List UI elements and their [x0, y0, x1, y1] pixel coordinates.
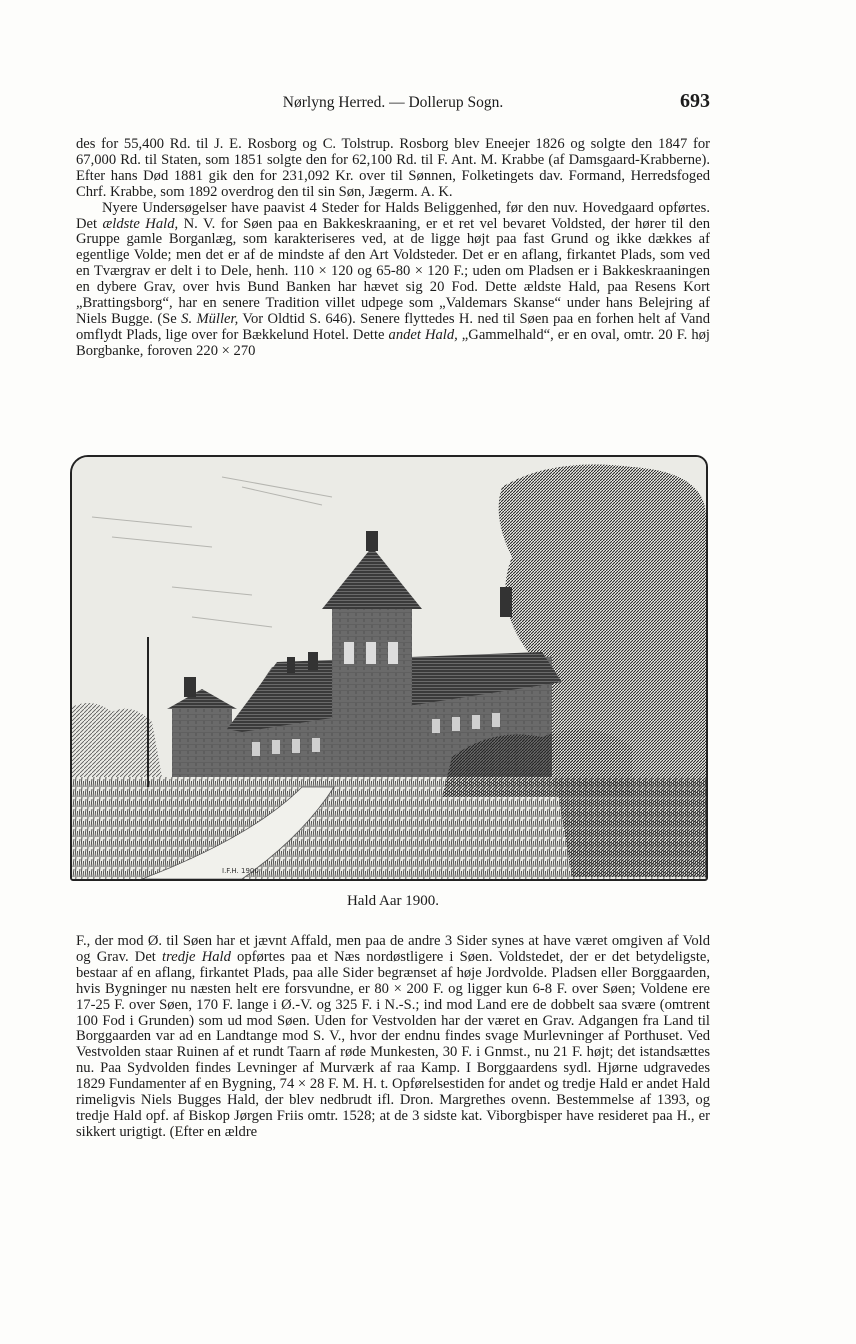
engraving-illustration: [72, 457, 706, 879]
engraving-hald-manor: [70, 455, 708, 881]
paragraph: des for 55,400 Rd. til J. E. Rosborg og C. Tolstrup. Rosborg blev Eneejer 1826 og solgte den 1847 for 67,000 Rd. til Staten, som 1851 solgte den for 62,100 Rd. til F. Ant. M. Krabbe (af Damsgaard-Krabberne). Efter hans Død 1881 gik den for 231,092 Kr. over til Sønnen, Folketingets dav. Formand, Herredsfoged Chrf. Krabbe, som 1892 overdrog den til sin Søn, Jægerm. A. K.: [76, 136, 710, 200]
emphasis: ældste Hald,: [102, 215, 179, 232]
running-head: Nørlyng Herred. — Dollerup Sogn.: [282, 94, 504, 111]
emphasis: tredje Hald: [162, 948, 231, 965]
emphasis: S. Müller,: [181, 310, 239, 327]
page-header: [76, 92, 710, 116]
engraver-signature: I.F.H. 1900: [222, 867, 259, 875]
paragraph: F., der mod Ø. til Søen har et jævnt Affald, men paa de andre 3 Sider synes at have været omgiven af Vold og Grav. Det tredje Hald opførtes paa et Næs nordøstligere i Søen. Voldstedet, der er det betydeligste, bestaar af en aflang, firkantet Plads, paa alle Sider begrænset af høje Jordvolde. Pladsen eller Borggaarden, hvis Bygninger nu næsten helt ere forsvundne, er 80 × 200 F. og ligger kun 6-8 F. over Søen; Voldene ere 17-25 F. over Søen, 170 F. lange i Ø.-V. og 325 F. i N.-S.; ind mod Land ere de dobbelt saa svære (omtrent 100 Fod i Grunden) som ud mod Søen. Uden for Vestvolden har der været en Grav. Adgangen fra Land til Borggaarden var ad en Landtange mod S. V., hvor der endnu findes svage Murlevninger af Porthuset. Ved Vestvolden staar Ruinen af et rundt Taarn af røde Munkesten, 30 F. i Gnmst., nu 21 F. højt; det istandsættes nu. Paa Sydvolden findes Levninger af Murværk af raa Kamp. I Borggaardens sydl. Hjørne udgravedes 1829 Fundamenter af en Bygning, 74 × 28 F. M. H. t. Opførelsestiden for andet og tredje Hald er andet Hald rimeligvis Niels Bugges Hald, der blev nedbrudt ifl. Dron. Margrethes ovenn. Bestemmelse af 1393, og tredje Hald opf. af Biskop Jørgen Friis omtr. 1528; at de 3 sidste kat. Viborgbisper have resideret paa H., er sikkert urigtigt. (Efter en ældre: [76, 933, 710, 1140]
body-text-bottom: [76, 934, 710, 1141]
page-number: 693: [680, 90, 710, 112]
figure-caption: Hald Aar 1900.: [346, 893, 440, 909]
body-text-top: [76, 137, 710, 360]
paragraph: Nyere Undersøgelser have paavist 4 Steder for Halds Beliggenhed, før den nuv. Hovedgaard opførtes. Det ældste Hald, N. V. for Søen paa en Bakkeskraaning, er et ret vel bevaret Voldsted, der hører til den Gruppe gamle Borganlæg, som karakteriseres ved, at de ligge højt paa fast Grund og ikke dækkes af egentlige Volde; men det er af de mindste af den Art Voldsteder. Det er en aflang, firkantet Plads, som ved en Tværgrav er delt i to Dele, henh. 110 × 120 og 65-80 × 120 F.; uden om Pladsen er i Bakkeskraaningen en dybere Grav, over hvis Bund Banken har hævet sig 20 Fod. Dette ældste Hald, paa Resens Kort „Brattingsborg“, har en senere Tradition villet udpege som „Valdemars Skanse“ under hans Belejring af Niels Bugge. (Se S. Müller, Vor Oldtid S. 646). Senere flyttedes H. ned til Søen paa en forhen helt af Vand omflydt Plads, lige over for Bækkelund Hotel. Dette andet Hald, „Gammelhald“, er en oval, omtr. 20 F. høj Borgbanke, foroven 220 × 270: [76, 199, 710, 359]
emphasis: andet Hald,: [388, 326, 458, 343]
